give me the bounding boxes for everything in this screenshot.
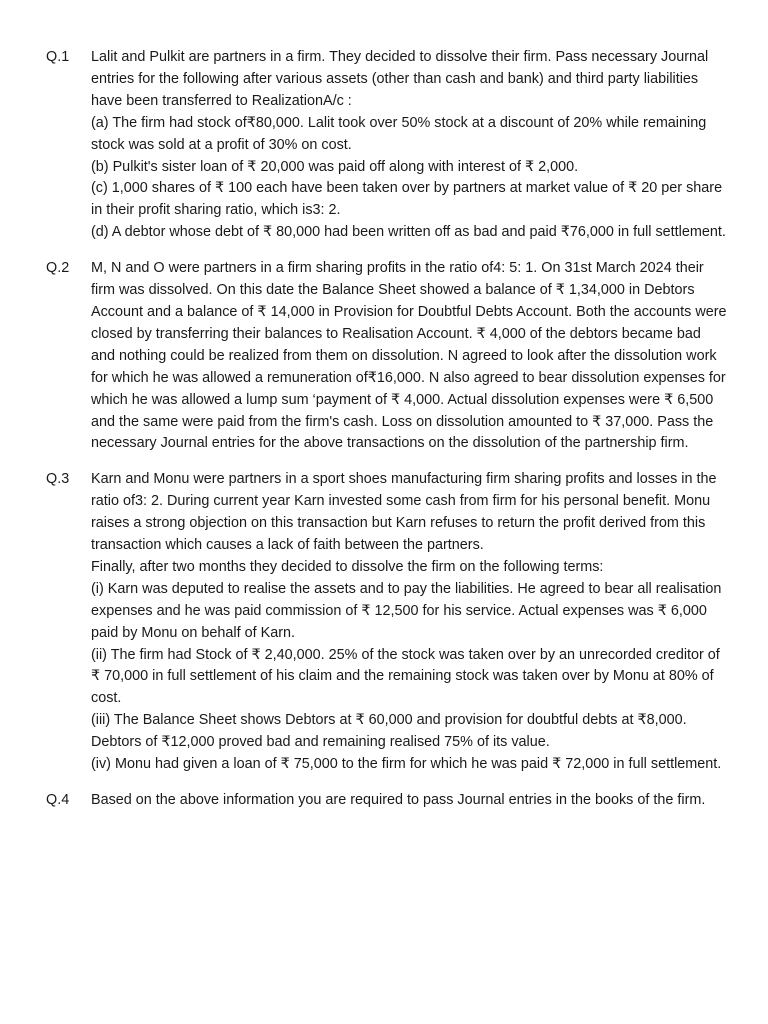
- question-number: Q.4: [46, 792, 70, 808]
- question-3: [46, 469, 728, 776]
- question-part-d: (d) A debtor whose debt of ₹ 80,000 had been written off as bad and paid ₹76,000 in full settlement.: [91, 224, 726, 241]
- question-text: Lalit and Pulkit are partners in a firm. They decided to dissolve their firm. Pass necessary Journal entries for the following after various assets (other than cash and bank) and third party liabilities have been transferred to RealizationA/c :: [91, 49, 709, 109]
- question-body: [91, 790, 728, 812]
- question-part-c: (c) 1,000 shares of ₹ 100 each have been taken over by partners at market value of ₹ 20 per share in their profit sharing ratio, which is3: 2.: [91, 180, 723, 219]
- question-body: [91, 469, 728, 776]
- question-instruction: Finally, after two months they decided to dissolve the firm on the following terms:: [91, 558, 604, 575]
- question-text: Karn and Monu were partners in a sport shoes manufacturing firm sharing profits and losses in the ratio of3: 2. During current year Karn invested some cash from firm for his personal benefit. Monu raises a strong objection on this transaction but Karn refuses to return the profit derived from this transaction which causes a lack of faith between the partners.: [91, 471, 717, 554]
- question-part-b: (b) Pulkit's sister loan of ₹ 20,000 was paid off along with interest of ₹ 2,000.: [91, 158, 579, 175]
- question-part-iv: (iv) Monu had given a loan of ₹ 75,000 to the firm for which he was paid ₹ 72,000 in full settlement.: [91, 756, 722, 773]
- question-body: [91, 47, 728, 244]
- question-part-iii: (iii) The Balance Sheet shows Debtors at ₹ 60,000 and provision for doubtful debts at ₹8,000. Debtors of ₹12,000 proved bad and remaining realised 75% of its value.: [91, 712, 687, 751]
- question-number: Q.2: [46, 260, 70, 277]
- question-number: Q.3: [46, 471, 70, 488]
- question-4: [46, 790, 728, 812]
- question-text: Based on the above information you are required to pass Journal entries in the books of the firm.: [91, 792, 706, 808]
- question-1: [46, 47, 728, 244]
- question-2: [46, 258, 728, 455]
- question-part-a: (a) The firm had stock of₹80,000. Lalit took over 50% stock at a discount of 20% while remaining stock was sold at a profit of 30% on cost.: [91, 114, 707, 153]
- question-part-ii: (ii) The firm had Stock of ₹ 2,40,000. 25% of the stock was taken over by an unrecorded creditor of ₹ 70,000 in full settlement of his claim and the remaining stock was taken over by Monu at 80% of cost.: [91, 646, 720, 707]
- question-number: Q.1: [46, 49, 70, 65]
- question-part-i: (i) Karn was deputed to realise the assets and to pay the liabilities. He agreed to bear all realisation expenses and he was paid commission of ₹ 12,500 for his service. Actual expenses was ₹ 6,000 paid by Monu on behalf of Karn.: [91, 580, 722, 641]
- question-body: [91, 258, 728, 455]
- question-text: M, N and O were partners in a firm sharing profits in the ratio of4: 5: 1. On 31st March 2024 their firm was dissolved. On this date the Balance Sheet showed a balance of ₹ 1,34,000 in Debtors Account and a balance of ₹ 14,000 in Provision for Doubtful Debts Account. Both the accounts were closed by transferring their balances to Realisation Account. ₹ 4,000 of the debtors became bad and nothing could be realized from them on dissolution. N agreed to look after the dissolution work for which he was allowed a remuneration of₹16,000. N also agreed to bear dissolution expenses for which he was allowed a lump sum ‘payment of ₹ 4,000. Actual dissolution expenses were ₹ 6,500 and the same were paid from the firm's cash. Loss on dissolution amounted to ₹ 37,000. Pass the necessary Journal entries for the above transactions on the dissolution of the partnership firm.: [91, 260, 727, 452]
